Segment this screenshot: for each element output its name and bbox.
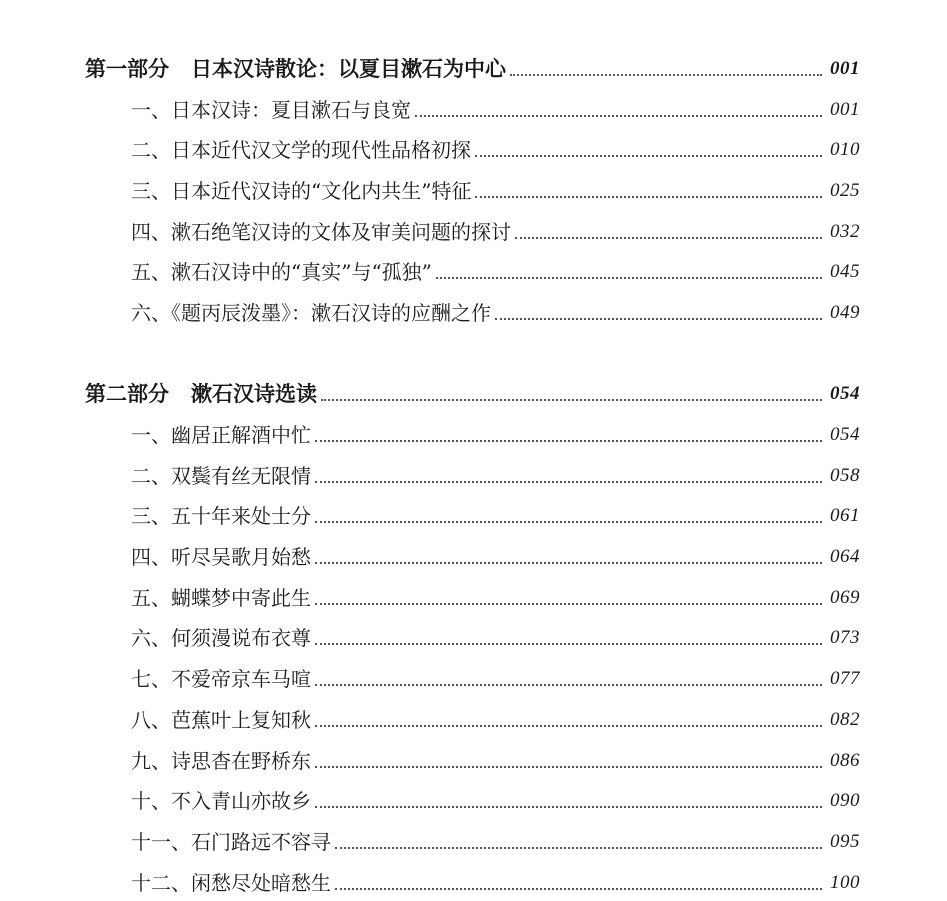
- toc-entry[interactable]: [131, 251, 860, 285]
- toc-entry[interactable]: [131, 170, 860, 204]
- dot-leader: [315, 521, 822, 523]
- toc-entry[interactable]: [131, 740, 860, 774]
- entry-title: 三、五十年来处士分: [131, 504, 311, 528]
- entry-title: 七、不爱帝京车马喧: [131, 667, 311, 691]
- part-title: 第一部分 日本汉诗散论：以夏目漱石为中心: [85, 56, 506, 81]
- entry-title: 八、芭蕉叶上复知秋: [131, 708, 311, 732]
- entry-title: 十、不入青山亦故乡: [131, 789, 311, 813]
- entry-title: 五、漱石汉诗中的“真实”与“孤独”: [131, 260, 432, 284]
- page-number: 069: [830, 587, 860, 608]
- entry-title: 六、何须漫说布衣尊: [131, 626, 311, 650]
- page-number: 010: [830, 139, 860, 160]
- entry-title: 四、听尽吴歌月始愁: [131, 545, 311, 569]
- toc-entry[interactable]: [131, 414, 860, 448]
- entry-title: 四、漱石绝笔汉诗的文体及审美问题的探讨: [131, 220, 511, 244]
- entry-title: 九、诗思杳在野桥东: [131, 749, 311, 773]
- toc-entry[interactable]: [131, 495, 860, 529]
- page-number: 100: [830, 872, 860, 893]
- toc-entry[interactable]: [131, 536, 860, 570]
- toc-entry[interactable]: [131, 699, 860, 733]
- page-number: 064: [830, 546, 860, 567]
- page-number: 095: [830, 831, 860, 852]
- page-number: 045: [830, 261, 860, 282]
- entry-title: 五、蝴蝶梦中寄此生: [131, 586, 311, 610]
- toc-entry[interactable]: [131, 455, 860, 489]
- dot-leader: [315, 440, 822, 442]
- toc-entry[interactable]: [131, 821, 860, 855]
- dot-leader: [335, 847, 822, 849]
- dot-leader: [315, 562, 822, 564]
- entry-title: 二、日本近代汉文学的现代性品格初探: [131, 138, 471, 162]
- toc-entry[interactable]: [131, 862, 860, 896]
- toc-entry[interactable]: [131, 292, 860, 326]
- page-number: 082: [830, 709, 860, 730]
- page-number: 077: [830, 668, 860, 689]
- page-number: 001: [830, 58, 860, 79]
- page-number: 032: [830, 221, 860, 242]
- page-number: 049: [830, 302, 860, 323]
- dot-leader: [515, 237, 822, 239]
- entry-title: 一、幽居正解酒中忙: [131, 423, 311, 447]
- entry-title: 十一、石门路远不容寻: [131, 830, 331, 854]
- dot-leader: [475, 196, 822, 198]
- entry-title: 一、日本汉诗：夏目漱石与良宽: [131, 98, 411, 122]
- page-number: 001: [830, 99, 860, 120]
- dot-leader: [475, 155, 822, 157]
- dot-leader: [315, 725, 822, 727]
- dot-leader: [495, 318, 822, 320]
- toc-entry[interactable]: [131, 89, 860, 123]
- page-number: 054: [830, 383, 860, 404]
- entry-title: 十二、闲愁尽处暗愁生: [131, 871, 331, 895]
- toc-entry[interactable]: [131, 617, 860, 651]
- toc-entry[interactable]: [131, 577, 860, 611]
- toc-entry[interactable]: [131, 129, 860, 163]
- dot-leader: [510, 74, 822, 76]
- page-number: 061: [830, 505, 860, 526]
- page-number: 073: [830, 627, 860, 648]
- dot-leader: [315, 806, 822, 808]
- dot-leader: [321, 399, 822, 401]
- dot-leader: [315, 643, 822, 645]
- dot-leader: [436, 277, 822, 279]
- part-title: 第二部分 漱石汉诗选读: [85, 381, 317, 406]
- toc-entry[interactable]: [131, 211, 860, 245]
- toc-entry[interactable]: [131, 780, 860, 814]
- dot-leader: [415, 115, 822, 117]
- page-number: 090: [830, 790, 860, 811]
- page-number: 025: [830, 180, 860, 201]
- page-number: 054: [830, 424, 860, 445]
- page-number: 086: [830, 750, 860, 771]
- dot-leader: [335, 888, 822, 890]
- dot-leader: [315, 684, 822, 686]
- entry-title: 六、《题丙辰泼墨》：漱石汉诗的应酬之作: [131, 301, 491, 325]
- dot-leader: [315, 603, 822, 605]
- toc-part-heading[interactable]: [85, 373, 860, 407]
- toc-entry[interactable]: [131, 658, 860, 692]
- toc-part-heading[interactable]: [85, 48, 860, 82]
- dot-leader: [315, 766, 822, 768]
- dot-leader: [315, 481, 822, 483]
- entry-title: 三、日本近代汉诗的“文化内共生”特征: [131, 179, 472, 203]
- entry-title: 二、双鬓有丝无限情: [131, 464, 311, 488]
- page-number: 058: [830, 465, 860, 486]
